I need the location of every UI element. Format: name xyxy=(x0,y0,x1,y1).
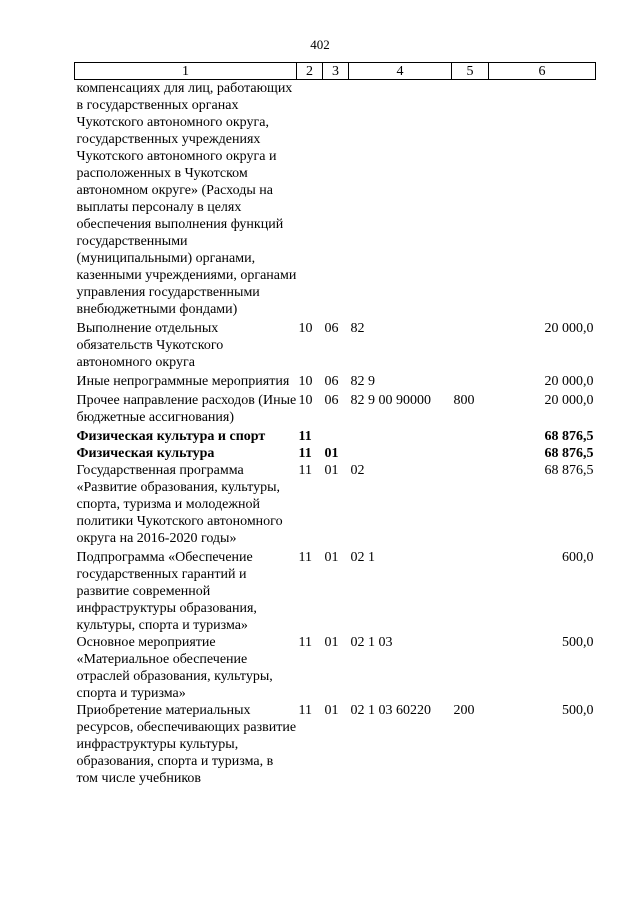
row-amount xyxy=(489,80,596,319)
table-row xyxy=(75,426,596,445)
row-amount: 68 876,5 xyxy=(544,429,594,444)
table-row xyxy=(75,702,596,787)
table-row xyxy=(75,547,596,634)
row-target-code xyxy=(349,445,452,462)
row-amount: 20 000,0 xyxy=(544,321,594,336)
row-amount: 500,0 xyxy=(562,703,594,718)
budget-table xyxy=(74,62,596,787)
row-section: 11 xyxy=(298,550,312,565)
row-name: Иные непрограммные мероприятия xyxy=(76,374,290,389)
row-amount: 600,0 xyxy=(562,550,594,565)
header-col-3: 3 xyxy=(323,63,349,80)
header-col-1: 1 xyxy=(75,63,297,80)
row-amount: 500,0 xyxy=(562,635,594,650)
row-section: 11 xyxy=(298,463,312,478)
row-target-code: 02 xyxy=(350,463,365,478)
header-col-5: 5 xyxy=(452,63,489,80)
row-target-code: 02 1 xyxy=(350,550,375,565)
table-row xyxy=(75,462,596,547)
row-subsection xyxy=(323,80,349,319)
row-subsection: 06 xyxy=(324,374,339,389)
row-amount: 20 000,0 xyxy=(544,374,594,389)
row-subsection: 01 xyxy=(324,703,339,718)
row-amount: 68 876,5 xyxy=(544,463,594,478)
row-expense-type xyxy=(452,445,489,462)
row-name: Подпрограмма «Обеспечение государственных гарантий и развитие современной инфраструктуры образования, культуры, спорта и туризма» xyxy=(76,550,257,633)
row-expense-type xyxy=(452,371,489,390)
row-name: Приобретение материальных ресурсов, обеспечивающих развитие инфраструктуры культуры, образования, спорта и туризма, в том числе учебников xyxy=(76,703,297,786)
header-col-4: 4 xyxy=(349,63,452,80)
table-row xyxy=(75,371,596,390)
row-subsection: 01 xyxy=(324,635,339,650)
row-target-code: 82 9 00 90000 xyxy=(350,393,431,408)
row-expense-type xyxy=(452,426,489,445)
row-section: 10 xyxy=(298,321,313,336)
table-row xyxy=(75,318,596,371)
row-name: Основное мероприятие «Материальное обеспечение отраслей образования, культуры, спорта и туризма» xyxy=(76,635,273,701)
row-name: Прочее направление расходов (Иные бюджетные ассигнования) xyxy=(76,393,297,425)
row-name: Государственная программа «Развитие образования, культуры, спорта, туризма и молодежной политики Чукотского автономного округа на 2016-2020 годы» xyxy=(76,463,283,546)
row-name: Физическая культура xyxy=(76,446,215,461)
row-target-code: 02 1 03 xyxy=(350,635,393,650)
row-expense-type: 800 xyxy=(453,393,475,408)
row-name: Выполнение отдельных обязательств Чукотского автономного округа xyxy=(76,321,224,370)
row-section: 11 xyxy=(298,703,312,718)
row-expense-type xyxy=(452,80,489,319)
row-target-code: 82 9 xyxy=(350,374,375,389)
row-expense-type xyxy=(452,547,489,634)
row-amount: 68 876,5 xyxy=(544,446,594,461)
table-row xyxy=(75,80,596,319)
row-section: 11 xyxy=(298,446,312,461)
table-row xyxy=(75,390,596,426)
row-target-code xyxy=(349,426,452,445)
row-subsection: 01 xyxy=(324,550,339,565)
row-expense-type xyxy=(452,318,489,371)
header-col-6: 6 xyxy=(489,63,596,80)
row-section xyxy=(297,80,323,319)
row-target-code xyxy=(349,80,452,319)
row-subsection: 06 xyxy=(324,321,339,336)
page-number: 402 xyxy=(310,37,330,52)
row-expense-type xyxy=(452,462,489,547)
table-body xyxy=(75,80,596,788)
row-subsection: 01 xyxy=(324,463,339,478)
table-header xyxy=(75,63,596,80)
row-name: Физическая культура и спорт xyxy=(76,429,266,444)
row-expense-type xyxy=(452,634,489,702)
row-subsection: 06 xyxy=(324,393,339,408)
row-target-code: 82 xyxy=(350,321,365,336)
row-name: компенсациях для лиц, работающих в государственных органах Чукотского автономного округа, государственных учреждениях Чукотского автономного округа и расположенных в Чукотском автономном округе» (Расходы на выплаты персоналу в целях обеспечения выполнения функций государственными (муниципальными) органами, казенными учреждениями, органами управления государственными внебюджетными фондами) xyxy=(76,81,297,317)
table-row xyxy=(75,445,596,462)
row-expense-type: 200 xyxy=(453,703,475,718)
header-col-2: 2 xyxy=(297,63,323,80)
table-row xyxy=(75,634,596,702)
row-target-code: 02 1 03 60220 xyxy=(350,703,431,718)
row-subsection xyxy=(323,426,349,445)
row-section: 10 xyxy=(298,374,313,389)
header-row xyxy=(75,63,596,80)
row-section: 11 xyxy=(298,429,312,444)
row-amount: 20 000,0 xyxy=(544,393,594,408)
row-subsection: 01 xyxy=(324,446,339,461)
row-section: 10 xyxy=(298,393,313,408)
row-section: 11 xyxy=(298,635,312,650)
